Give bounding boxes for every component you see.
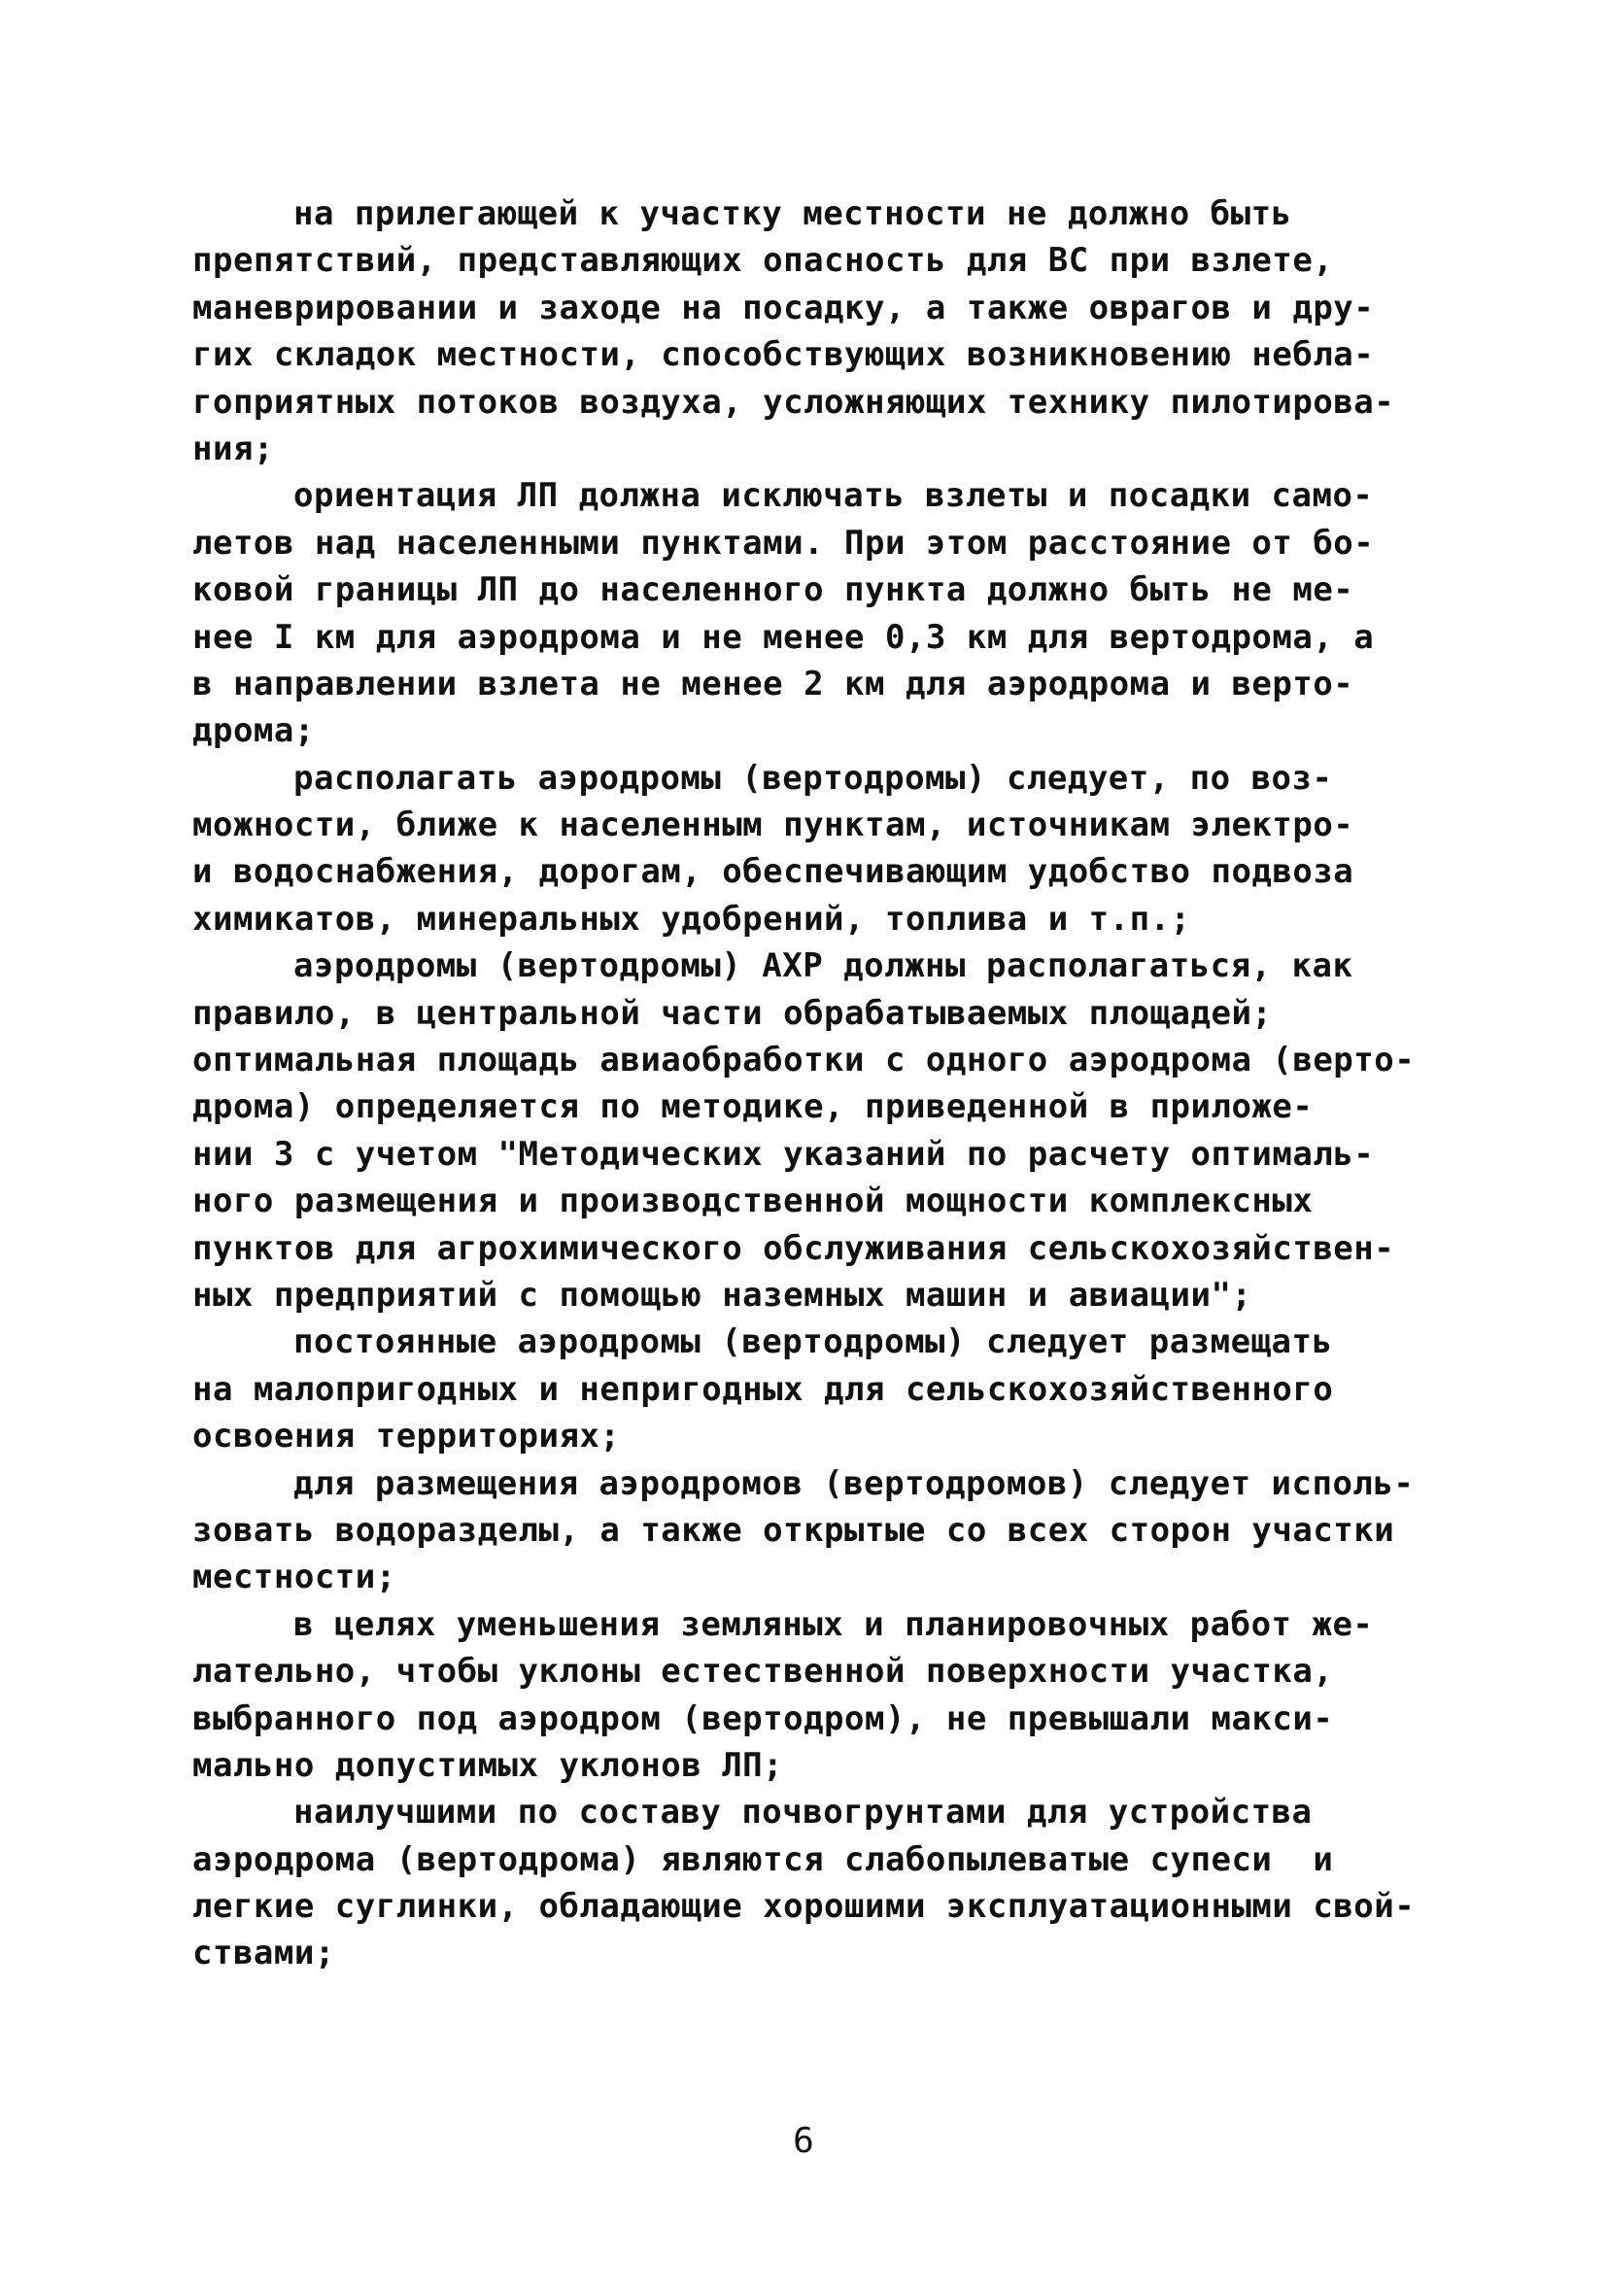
text-line: ния;	[192, 428, 274, 468]
text-line: оптимальная площадь авиаобработки с одного аэродрома (верто-	[192, 1041, 1416, 1080]
text-line: легкие суглинки, обладающие хорошими эксплуатационными свой-	[192, 1887, 1416, 1927]
text-line: зовать водоразделы, а также открытые со всех сторон участки	[192, 1510, 1395, 1550]
text-line: ствами;	[192, 1934, 335, 1973]
text-line: правило, в центральной части обрабатываемых площадей;	[192, 993, 1273, 1033]
text-line: ных предприятий с помощью наземных машин и авиации";	[192, 1275, 1252, 1315]
text-line: мально допустимых уклонов ЛП;	[192, 1745, 784, 1785]
text-line: ковой границы ЛП до населенного пункта должно быть не ме-	[192, 570, 1354, 610]
text-line: на прилегающей к участку местности не должно быть	[293, 194, 1292, 233]
text-line: можности, ближе к населенным пунктам, источникам электро-	[192, 805, 1354, 845]
text-line: и водоснабжения, дорогам, обеспечивающим удобство подвоза	[192, 852, 1354, 892]
page-number: 6	[793, 2121, 814, 2161]
text-line: гих складок местности, способствующих возникновению небла-	[192, 335, 1375, 375]
text-line: выбранного под аэродром (вертодром), не превышали макси-	[192, 1698, 1334, 1738]
text-line: для размещения аэродромов (вертодромов) следует исполь-	[293, 1463, 1415, 1503]
text-line: летов над населенными пунктами. При этом расстояние от бо-	[192, 523, 1375, 563]
text-line: дрома;	[192, 711, 315, 751]
text-line: препятствий, представляющих опасность для ВС при взлете,	[192, 241, 1334, 281]
text-line: на малопригодных и непригодных для сельскохозяйственного	[192, 1369, 1334, 1409]
text-line: нии 3 с учетом "Методических указаний по расчету оптималь-	[192, 1134, 1375, 1174]
text-line: наилучшими по составу почвогрунтами для устройства	[293, 1793, 1313, 1833]
text-line: лательно, чтобы уклоны естественной поверхности участка,	[192, 1652, 1334, 1692]
text-line: постоянные аэродромы (вертодромы) следует размещать	[293, 1322, 1333, 1362]
document-body	[192, 190, 1426, 1977]
text-line: дрома) определяется по методике, приведенной в приложе-	[192, 1087, 1314, 1127]
text-line: химикатов, минеральных удобрений, топлива и т.п.;	[192, 899, 1191, 939]
text-line: пунктов для агрохимического обслуживания сельскохозяйствен-	[192, 1228, 1395, 1268]
text-line: маневрировании и заходе на посадку, а также оврагов и дру-	[192, 288, 1375, 327]
text-line: ного размещения и производственной мощности комплексных	[192, 1182, 1314, 1221]
text-line: в целях уменьшения земляных и планировочных работ же-	[293, 1604, 1374, 1644]
text-line: в направлении взлета не менее 2 км для аэродрома и верто-	[192, 664, 1354, 703]
text-line: ориентация ЛП должна исключать взлеты и посадки само-	[293, 476, 1374, 516]
text-line: освоения территориях;	[192, 1417, 621, 1456]
text-line: нее I км для аэродрома и не менее 0,3 км для вертодрома, а	[192, 617, 1375, 657]
text-line: располагать аэродромы (вертодромы) следует, по воз-	[293, 758, 1333, 798]
text-line: гоприятных потоков воздуха, усложняющих технику пилотирова-	[192, 382, 1395, 422]
text-line: аэродрома (вертодрома) являются слабопылеватые супеси и	[192, 1839, 1334, 1879]
text-line: аэродромы (вертодромы) АХР должны располагаться, как	[293, 946, 1353, 986]
text-line: местности;	[192, 1558, 396, 1597]
